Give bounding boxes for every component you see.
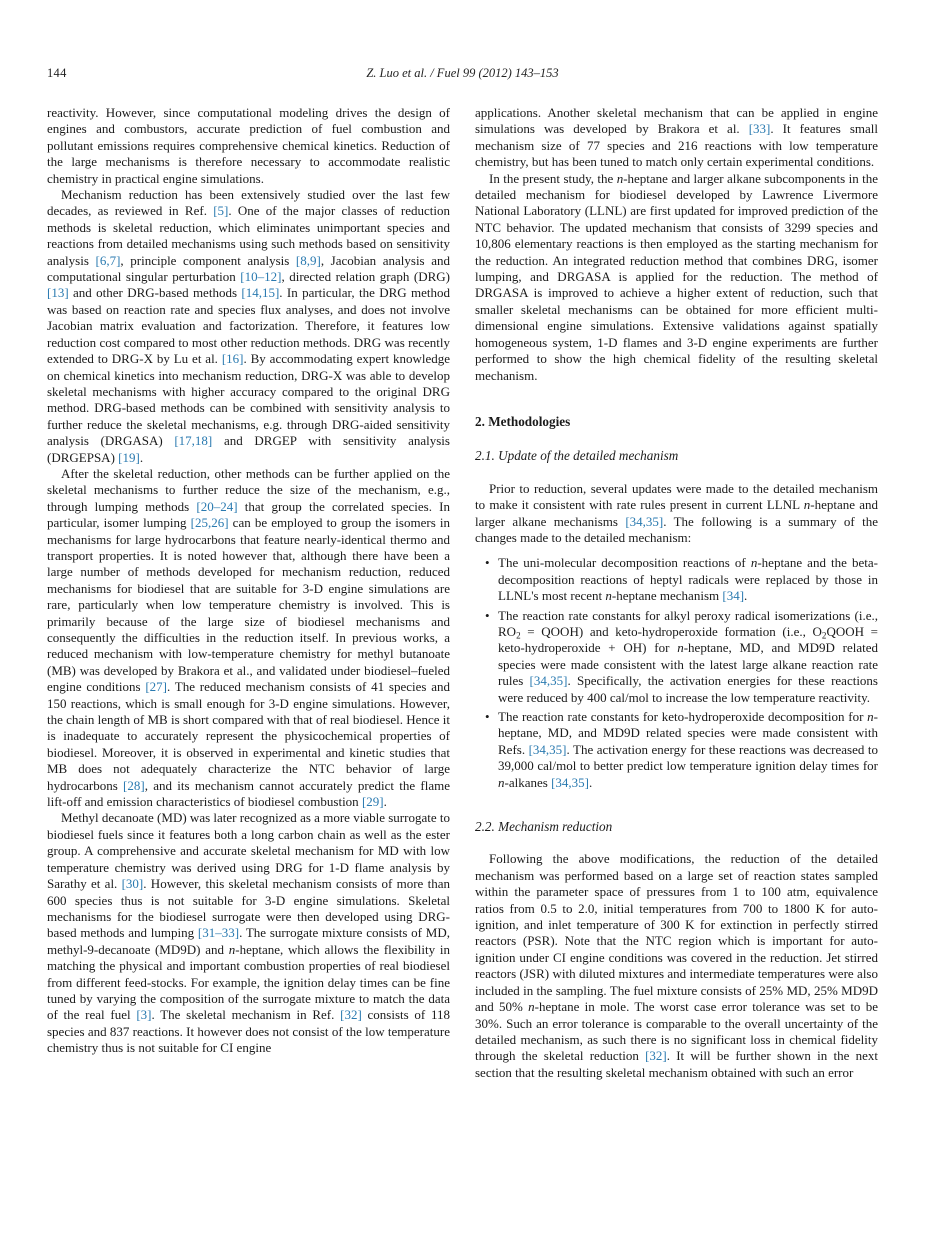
subscript: 2 bbox=[821, 630, 827, 641]
paragraph: reactivity. However, since computational modeling drives the design of engines and combustors, accurate prediction of fuel combustion and pollutant emissions requires comprehensive chemical kinetics. Reduction of the large mechanisms is therefore necessary to accommodate realistic chemistry in practical engine simulations. bbox=[47, 105, 450, 186]
citation-link[interactable]: [32] bbox=[340, 1007, 362, 1023]
italic-term: n bbox=[228, 941, 236, 957]
citation-link[interactable]: [5] bbox=[213, 203, 229, 219]
bullet-item: • The reaction rate constants for alkyl peroxy radical isomerizations (i.e., $RO_2$ = QOOH) and keto-hydroperoxide formation (i.e., $O_2QOOH$ = keto-hydroperoxide + OH) for n-heptane, MD, and MD9D related species were made consistent with the latest large alkane reaction rate rules [34,35]. Specifically, the activation energies for these reactions were reduced by 400 cal/mol to increase the low temperature reactivity. bbox=[485, 608, 878, 706]
bullet-item: • The reaction rate constants for keto-hydroperoxide decomposition for n-heptane, MD, and MD9D related species were made consistent with Refs. [34,35]. The activation energy for these reactions was decreased to 39,000 cal/mol to better predict low temperature ignition delay times for n-alkanes [34,35]. bbox=[485, 709, 878, 791]
italic-term: n bbox=[528, 999, 535, 1015]
citation-link[interactable]: [16] bbox=[221, 351, 244, 367]
paragraph: Mechanism reduction has been extensively studied over the last few decades, as reviewed in Ref. [5]. One of the major classes of reduction methods is skeletal reduction, which eliminates unimportant species and reactions from detailed mechanisms using such methods based on sensitivity analysis [6,7], principle component analysis [8,9], Jacobian analysis and computational singular perturbation [10–12], directed relation graph (DRG) [13] and other DRG-based methods [14,15]. In particular, the DRG method was based on reaction rate and species flux analyses, and does not involve Jacobian matrix evaluation and factorization. Therefore, it features low reduction cost compared to most other reduction methods. DRG was recently extended to DRG-X by Lu et al. [16]. By accommodating expert knowledge on chemical kinetics into mechanism reduction, DRG-X was able to develop skeletal mechanisms with higher accuracy compared to the original DRG method. DRG-based methods can be combined with sensitivity analysis to further reduce the skeletal mechanisms, e.g. through DRG-aided sensitivity analysis (DRGASA) [17,18] and DRGEP with sensitivity analysis (DRGEPSA) [19]. bbox=[47, 187, 450, 465]
citation-link[interactable]: [14,15] bbox=[241, 285, 280, 301]
paragraph: After the skeletal reduction, other methods can be further applied on the skeletal mechanisms to further reduce the size of the mechanism, e.g., through lumping methods [20–24] that group the correlated species. In particular, isomer lumping [25,26] can be employed to group the isomers in mechanisms for large hydrocarbons that feature nearly-identical thermo and transport properties. It is noted however that, although there have been a large number of methods developed for mechanism reduction, reduced mechanisms for biodiesel that are suitable for 3-D engine simulations are rare, particularly when low temperature chemistry is involved. This is primarily because of the large size of biodiesel mechanisms and consequently the difficulties in the reduction itself. In previous works, a reduced mechanism with low-temperature chemistry for methyl butanoate (MB) was developed by Brakora et al., and validated under biodiesel–fueled engine conditions [27]. The reduced mechanism consists of 41 species and 150 reactions, which is small enough for 3-D engine simulations. However, the chain length of MB is short compared with that of real biodiesel. Hence it is inadequate to accurately represent the physicochemical properties of biodiesel. Moreover, it is observed in experimental and kinetic studies that MB does not adequately characterize the NTC behavior of large hydrocarbons [28], and its mechanism cannot accurately predict the flame lift-off and emission characteristics of biodiesel combustion [29]. bbox=[47, 465, 450, 810]
citation-link[interactable]: [10–12] bbox=[240, 269, 282, 285]
citation-link[interactable]: [34,35] bbox=[625, 513, 664, 529]
italic-term: n bbox=[498, 774, 505, 790]
italic-term: n bbox=[616, 170, 624, 186]
citation-link[interactable]: [8,9] bbox=[295, 252, 321, 268]
subsection-heading: 2.2. Mechanism reduction bbox=[475, 819, 613, 835]
subsection-heading: 2.1. Update of the detailed mechanism bbox=[475, 448, 679, 464]
citation-link[interactable]: [20–24] bbox=[196, 498, 238, 514]
page-header bbox=[47, 66, 878, 81]
citation-link[interactable]: [29] bbox=[361, 794, 384, 810]
two-column-body bbox=[47, 105, 878, 1081]
citation-link[interactable]: [17,18] bbox=[174, 433, 213, 449]
citation-link[interactable]: [27] bbox=[145, 679, 168, 695]
citation-link[interactable]: [34,35] bbox=[528, 741, 567, 757]
italic-term: n bbox=[803, 497, 811, 513]
citation-link[interactable]: [19] bbox=[118, 449, 140, 465]
paragraph: Following the above modifications, the reduction of the detailed mechanism was performed based on a large set of reaction states sampled within the parameter space of pressures from 1 to 100 atm, equivalence ratios from 0.5 to 2.0, initial temperatures from 700 to 1800 K for auto-ignition, and inlet temperature of 300 K for extinction in perfectly stirred reactors (PSR). Note that the NTC region which is important for auto-ignition under CI engine conditions was covered in the reduction. Jet stirred reactors (JSR) with diluted mixtures and intermediate temperatures were also included in the sampling. The fuel mixture consists of 25% MD, 25% MD9D and 50% n-heptane in mole. The worst case error tolerance was set to be 30%. Such an error tolerance is comparable to the overall uncertainty of the detailed mechanism, as such there is no significant loss in chemical fidelity through the skeletal reduction [32]. It will be further shown in the next section that the resulting skeletal mechanism obtained with such an error bbox=[475, 851, 878, 1080]
paragraph: applications. Another skeletal mechanism that can be applied in engine simulations was developed by Brakora et al. [33]. It features small mechanism size of 77 species and 216 reactions with low temperature chemistry, but has been tuned to match only certain experimental conditions. bbox=[475, 105, 878, 170]
paper-page bbox=[47, 66, 878, 1081]
citation-link[interactable]: [3] bbox=[136, 1007, 152, 1023]
italic-term: n bbox=[605, 588, 612, 604]
paragraph: In the present study, the n-heptane and larger alkane subcomponents in the detailed mechanism for biodiesel developed by Lawrence Livermore National Laboratory (LLNL) are first updated for improved prediction of the NTC behavior. The updated mechanism that consists of 3299 species and 10,806 elementary reactions is then employed as the starting mechanism for the reduction. An integrated reduction method that combines DRG, isomer lumping, and DRGASA is applied for the reduction. The method of DRGASA is improved to achieve a higher extent of reduction, such that smaller skeletal mechanisms can be obtained for more efficient multi-dimensional engine simulations. Extensive validations against spatially homogeneous system, 1-D flames and 3-D engine experiments are further performed to show the high chemical fidelity of the resulting skeletal mechanism. bbox=[475, 170, 878, 383]
right-column bbox=[475, 105, 878, 1081]
paragraph: Methyl decanoate (MD) was later recognized as a more viable surrogate to biodiesel fuels since it features both a long carbon chain as well as the ester group. A comprehensive and accurate skeletal mechanism for MD with low temperature chemistry was derived using DRG for 1-D flame analysis by Sarathy et al. [30]. However, this skeletal mechanism consists of more than 600 species thus is not suitable for 3-D engine simulations. Skeletal mechanisms for the biodiesel surrogate were then developed using DRG-based methods and lumping [31–33]. The surrogate mixture consists of MD, methyl-9-decanoate (MD9D) and n-heptane, which allows the flexibility in matching the physical and important combustion properties of real biodiesel from different feed-stocks. For example, the ignition delay times can be fine tuned by varying the composition of the surrogate mixture to match the data of the real fuel [3]. The skeletal mechanism in Ref. [32] consists of 118 species and 837 reactions. It however does not consist of the low temperature chemistry thus is not suitable for CI engine bbox=[47, 810, 450, 1056]
citation-link[interactable]: [34] bbox=[722, 588, 745, 604]
italic-term: n bbox=[750, 555, 758, 571]
citation-link[interactable]: [34,35] bbox=[529, 673, 568, 689]
bullet-item: • The uni-molecular decomposition reactions of n-heptane and the beta-decomposition reactions of heptyl radicals were replaced by those in LLNL's most recent n-heptane mechanism [34]. bbox=[485, 555, 878, 604]
left-column bbox=[47, 105, 450, 1081]
section-heading: 2. Methodologies bbox=[475, 413, 571, 429]
running-head: Z. Luo et al. / Fuel 99 (2012) 143–153 bbox=[366, 66, 559, 80]
paragraph: Prior to reduction, several updates were made to the detailed mechanism to make it consistent with rate rules present in current LLNL n-heptane and larger alkane mechanisms [34,35]. The following is a summary of the changes made to the detailed mechanism: bbox=[475, 480, 878, 545]
citation-link[interactable]: [25,26] bbox=[190, 515, 229, 531]
bullet-list bbox=[475, 555, 878, 791]
citation-link[interactable]: [13] bbox=[47, 285, 69, 301]
citation-link[interactable]: [6,7] bbox=[95, 252, 121, 268]
subscript: 2 bbox=[516, 630, 521, 641]
page-number: 144 bbox=[47, 66, 67, 80]
citation-link[interactable]: [28] bbox=[123, 777, 145, 793]
citation-link[interactable]: [32] bbox=[645, 1048, 667, 1064]
citation-link[interactable]: [30] bbox=[121, 876, 144, 892]
italic-term: n bbox=[867, 709, 874, 724]
italic-term: n bbox=[677, 640, 684, 656]
citation-link[interactable]: [31–33] bbox=[197, 925, 240, 941]
citation-link[interactable]: [34,35] bbox=[551, 774, 589, 790]
citation-link[interactable]: [33] bbox=[748, 121, 771, 137]
